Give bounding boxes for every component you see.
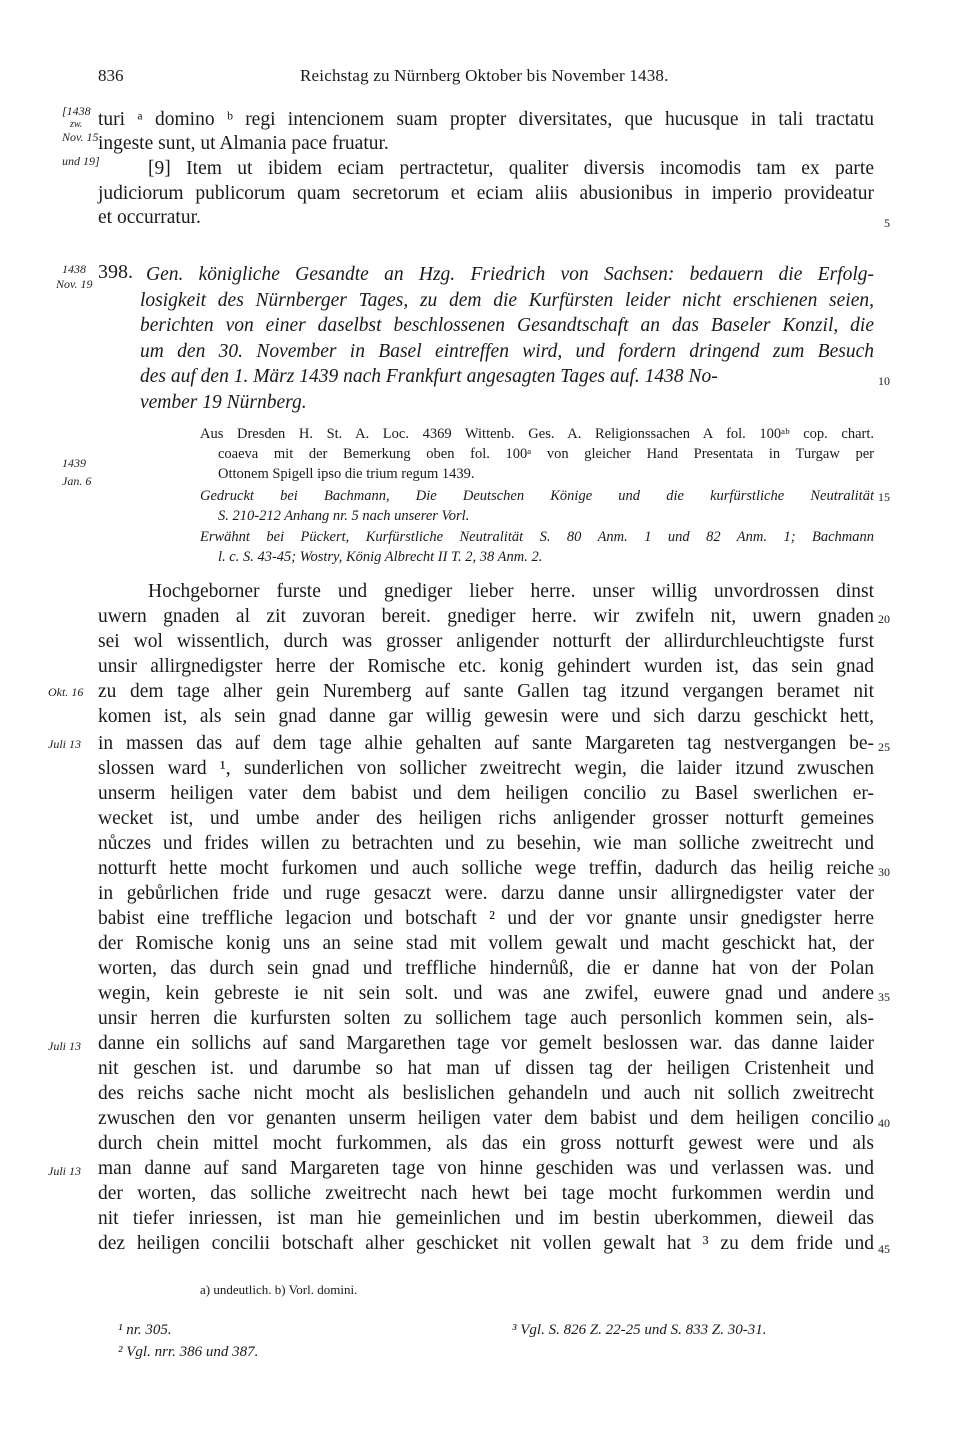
text-line: danne ein sollichs auf sand Margarethen tage vor gemelt beslossen war. das danne laider <box>98 1033 874 1054</box>
text-line: komen ist, als sein gnad danne gar willig gewesin were und sich darzu geschickt hett, <box>98 706 874 727</box>
line-number: 25 <box>878 740 890 754</box>
text-line: wegin, kein gebreste ie nit sein solt. und was ane zwifel, euwere gnad und andere <box>98 983 874 1004</box>
page-number: 836 <box>98 66 124 85</box>
regest-line: des auf den 1. März 1439 nach Frankfurt angesagten Tages auf. 1438 No- <box>140 366 718 387</box>
line-number: 35 <box>878 990 890 1004</box>
text-line: ingeste sunt, ut Almania pace fruatur. <box>98 133 389 154</box>
text-line: in gebůrlichen fride und ruge gesaczt were. darzu danne unsir allirgnedigster vater der <box>98 883 874 904</box>
date-margin: Nov. 19 <box>56 277 93 291</box>
source-line: l. c. S. 43-45; Wostry, König Albrecht II T. 2, 38 Anm. 2. <box>218 549 543 565</box>
text-line: worten, das durch sein gnad und treffliche hindernůß, die er danne hat von der Polan <box>98 958 874 979</box>
text-line: turi ᵃ domino ᵇ regi intencionem suam propter diversitates, que hucusque in tali tractatu <box>98 109 874 130</box>
text-line: nit geschen ist. und darumbe so hat man uf dissen tag der heiligen Cristenheit und <box>98 1058 874 1079</box>
text-line: durch chein mittel mocht furkommen, als das ein gross notturft gewest were und als <box>98 1133 874 1154</box>
margin-note: Okt. 16 <box>48 685 84 699</box>
text-line: judiciorum publicorum quam secretorum et eciam aliis abusionibus in imperio provideatur <box>98 183 874 204</box>
footnote-3: ³ Vgl. S. 826 Z. 22-25 und S. 833 Z. 30-31. <box>512 1322 767 1338</box>
regest-line: losigkeit des Nürnberger Tages, zu dem die Kurfürsten leider nicht erschienen seien, <box>140 290 874 311</box>
source-line: Gedruckt bei Bachmann, Die Deutschen Könige und die kurfürstliche Neutralität <box>200 488 874 504</box>
margin-note: Juli 13 <box>48 1164 81 1178</box>
regest-line: vember 19 Nürnberg. <box>140 392 307 413</box>
margin-note: [1438 <box>62 104 91 118</box>
text-line: unsir allirgnedigster herre der Romische etc. konig gehindert wurden ist, das sein gnad <box>98 656 874 677</box>
margin-note: Juli 13 <box>48 737 81 751</box>
running-header <box>0 66 960 86</box>
text-line: zu dem tage alher gein Nuremberg auf sante Gallen tag itzund vergangen beramet nit <box>98 681 874 702</box>
source-line: Aus Dresden H. St. A. Loc. 4369 Wittenb. Ges. A. Religionssachen A fol. 100ᵃᵇ cop. chart. <box>200 426 874 442</box>
document-number: 398. <box>98 261 133 283</box>
text-line: nůczes und frides willen zu betrachten und zu besehin, wie man solliche zweitrecht und <box>98 833 874 854</box>
source-line: S. 210-212 Anhang nr. 5 nach unserer Vorl. <box>218 508 470 524</box>
text-line: man danne auf sand Margareten tage von hinne geschiden was und verlassen was. und <box>98 1158 874 1179</box>
line-number: 15 <box>878 490 890 504</box>
text-line: der Romische konig uns an seine stad mit vollem gewalt und macht geschickt hat, der <box>98 933 874 954</box>
line-number: 45 <box>878 1242 890 1256</box>
footnote-2: ² Vgl. nrr. 386 und 387. <box>118 1344 259 1360</box>
regest-line: berichten von einer daselbst beschlossenen Gesandtschaft an das Baseler Konzil, die <box>140 315 874 336</box>
text-line: nit tiefer inriessen, ist man hie gemeinlichen und im bestin uberkommen, dieweil das <box>98 1208 874 1229</box>
text-line: dez heiligen concilii botschaft alher geschicket nit vollen gewalt hat ³ zu dem fride und <box>98 1233 874 1254</box>
text-line: unsir herren die kurfursten solten zu sollichem tage auch personlich kommen sein, als- <box>98 1008 874 1029</box>
source-line: Erwähnt bei Pückert, Kurfürstliche Neutralität S. 80 Anm. 1 und 82 Anm. 1; Bachmann <box>200 529 874 545</box>
source-line: Ottonem Spigell ipso die trium regum 1439. <box>218 466 475 482</box>
text-line: et occurratur. <box>98 207 201 228</box>
text-line: des reichs sache nicht mocht als beslislichen gehandeln und auch nit sollich zweitrecht <box>98 1083 874 1104</box>
line-number: 20 <box>878 612 890 626</box>
line-number: 10 <box>878 374 890 388</box>
date-margin: 1438 <box>62 262 86 276</box>
running-title: Reichstag zu Nürnberg Oktober bis November 1438. <box>300 66 669 85</box>
text-line: [9] Item ut ibidem eciam pertractetur, qualiter diversis incomodis tam ex parte <box>148 158 874 179</box>
footnote-1: ¹ nr. 305. <box>118 1322 172 1338</box>
date-margin: 1439 <box>62 456 86 470</box>
text-line: babist eine treffliche legacion und botschaft ² und der vor gnante unsir gnedigster herre <box>98 908 874 929</box>
date-margin: Jan. 6 <box>62 474 92 488</box>
line-number: 40 <box>878 1116 890 1130</box>
text-line: in massen das auf dem tage alhie gehalten auf sante Margareten tag nestvergangen be- <box>98 733 874 754</box>
text-line: sei wol wissentlich, durch was grosser anligender notturft der allirdurchleuchtigste furst <box>98 631 874 652</box>
margin-note: Juli 13 <box>48 1039 81 1053</box>
text-line: der worten, das solliche zweitrecht nach hewt bei tage mocht furkommen werdin und <box>98 1183 874 1204</box>
text-line: unserm heiligen vater dem babist und dem heiligen concilio zu Basel swerlichen er- <box>98 783 874 804</box>
margin-note: Nov. 15 <box>62 130 99 144</box>
text-line: uwern gnaden al zit zuvoran bereit. gnediger herre. wir zwifeln nit, uwern gnaden <box>98 606 874 627</box>
text-line: wecket ist, und umbe ander des heiligen richs anligender grosser notturft gemeines <box>98 808 874 829</box>
text-line: Hochgeborner furste und gnediger lieber herre. unser willig unvordrossen dinst <box>148 581 874 602</box>
textual-footnotes: a) undeutlich. b) Vorl. domini. <box>200 1282 358 1297</box>
text-line: slossen ward ¹, sunderlichen von sollicher zweitrecht wegin, die laider itzund zwuschen <box>98 758 874 779</box>
line-number: 30 <box>878 865 890 879</box>
source-line: coaeva mit der Bemerkung oben fol. 100ᵃ von gleicher Hand Presentata in Turgaw per <box>218 446 874 462</box>
margin-note: und 19] <box>62 154 100 168</box>
text-line: zwuschen den vor genanten unserm heiligen vater dem babist und dem heiligen concilio <box>98 1108 874 1129</box>
regest-line: um den 30. November in Basel eintreffen wird, und fordern dringend zum Besuch <box>140 341 874 362</box>
line-number: 5 <box>884 216 890 230</box>
text-line: notturft hette mocht furkomen und auch solliche wege treffin, dadurch das heilig reiche <box>98 858 874 879</box>
margin-note: zw. <box>70 119 83 130</box>
regest-line: Gen. königliche Gesandte an Hzg. Friedrich von Sachsen: bedauern die Erfolg- <box>146 264 874 285</box>
